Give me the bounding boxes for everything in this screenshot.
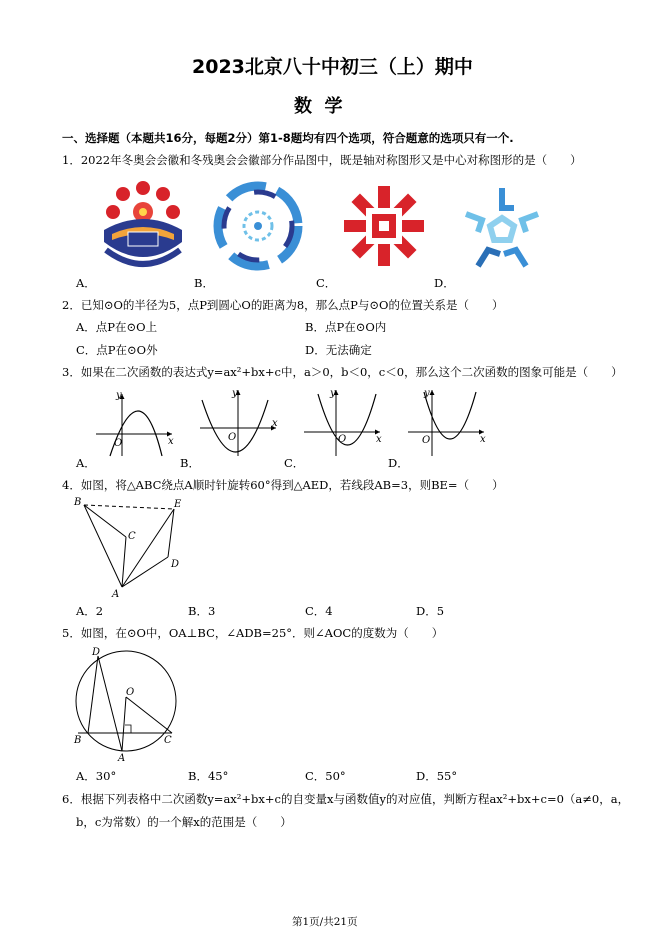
svg-text:C: C	[164, 735, 172, 746]
svg-text:A: A	[112, 589, 120, 599]
y-axis-label: y	[116, 390, 122, 401]
q1-option-b[interactable]: B．	[194, 276, 214, 290]
swirl-icon	[218, 186, 298, 266]
question-1-stem: 1．2022年冬奥会会徽和冬残奥会会徽部分作品图中，既是轴对称图形又是中心对称图形的是（ ）	[62, 153, 582, 167]
q4-option-d[interactable]: D．5	[416, 604, 445, 618]
q2-option-d[interactable]: D．无法确定	[305, 343, 372, 357]
snowflake-icon	[106, 181, 180, 222]
svg-text:x: x	[272, 418, 278, 429]
question-2-stem: 2．已知⊙O的半径为5，点P到圆心O的距离为8，那么点P与⊙O的位置关系是（ ）	[62, 298, 504, 312]
emblem-c-image	[338, 180, 430, 272]
q3-graph-a	[92, 386, 178, 458]
question-3-stem: 3．如果在二次函数的表达式y=ax²+bx+c中，a＞0，b＜0，c＜0，那么这个二次函数的图象可能是（ ）	[62, 365, 623, 379]
q3-option-d[interactable]: D．	[388, 456, 409, 470]
emblem-b-image	[212, 180, 304, 272]
q5-option-d[interactable]: D．55°	[416, 769, 458, 783]
q3-option-c[interactable]: C．	[284, 456, 305, 470]
q5-option-c[interactable]: C．50°	[305, 769, 346, 783]
origin-label: O	[114, 438, 123, 449]
q4-figure	[70, 495, 190, 599]
q5-option-a[interactable]: A．30°	[76, 769, 117, 783]
page-title: 2023北京八十中初三（上）期中	[192, 56, 473, 78]
q3-option-a[interactable]: A．	[76, 456, 96, 470]
q5-option-b[interactable]: B．45°	[188, 769, 229, 783]
x-axis-label: x	[168, 436, 174, 447]
svg-text:E: E	[174, 499, 182, 510]
q1-option-c[interactable]: C．	[316, 276, 337, 290]
svg-text:O: O	[422, 435, 431, 446]
svg-text:B: B	[74, 735, 82, 746]
svg-text:O: O	[126, 687, 135, 698]
svg-text:A: A	[118, 753, 126, 761]
q5-figure	[70, 643, 184, 761]
emblem-a-image	[98, 180, 188, 276]
q3-option-b[interactable]: B．	[180, 456, 200, 470]
svg-text:y: y	[232, 388, 238, 399]
red-snowflake-icon	[344, 186, 424, 266]
q2-option-c[interactable]: C．点P在⊙O外	[76, 343, 158, 357]
svg-text:x: x	[480, 434, 486, 445]
svg-text:x: x	[376, 434, 382, 445]
svg-text:O: O	[228, 432, 237, 443]
question-6-line1: 6．根据下列表格中二次函数y=ax²+bx+c的自变量x与函数值y的对应值，判断方程ax²+bx+c=0（a≠0，a，	[62, 792, 630, 806]
q4-option-c[interactable]: C．4	[305, 604, 333, 618]
q1-option-a[interactable]: A．	[76, 276, 96, 290]
question-5-stem: 5．如图，在⊙O中，OA⊥BC，∠ADB=25°．则∠AOC的度数为（ ）	[62, 626, 444, 640]
section-heading: 一、选择题（本题共16分，每题2分）第1-8题均有四个选项，符合题意的选项只有一个.	[62, 131, 514, 145]
emblem-d-image	[452, 180, 552, 280]
q3-graph-c	[300, 386, 386, 458]
q1-option-d[interactable]: D．	[434, 276, 455, 290]
svg-text:C: C	[128, 531, 136, 542]
svg-text:y: y	[330, 388, 336, 399]
svg-text:O: O	[338, 434, 347, 445]
q3-graph-d	[404, 386, 490, 458]
question-4-stem: 4．如图，将△ABC绕点A顺时针旋转60°得到△AED，若线段AB=3，则BE=（ ）	[62, 478, 504, 492]
page-footer: 第1页/共21页	[292, 916, 358, 928]
subject-title: 数 学	[294, 96, 343, 117]
q2-option-b[interactable]: B．点P在⊙O内	[305, 320, 387, 334]
q2-option-a[interactable]: A．点P在⊙O上	[76, 320, 158, 334]
svg-text:D: D	[171, 559, 180, 570]
svg-text:B: B	[74, 497, 82, 508]
svg-text:y: y	[424, 388, 430, 399]
svg-text:D: D	[92, 647, 101, 658]
q4-option-a[interactable]: A．2	[76, 604, 104, 618]
q3-graph-b	[196, 386, 282, 458]
q4-option-b[interactable]: B．3	[188, 604, 216, 618]
blue-knot-icon	[466, 188, 538, 266]
question-6-line2: b，c为常数）的一个解x的范围是（ ）	[76, 815, 292, 829]
